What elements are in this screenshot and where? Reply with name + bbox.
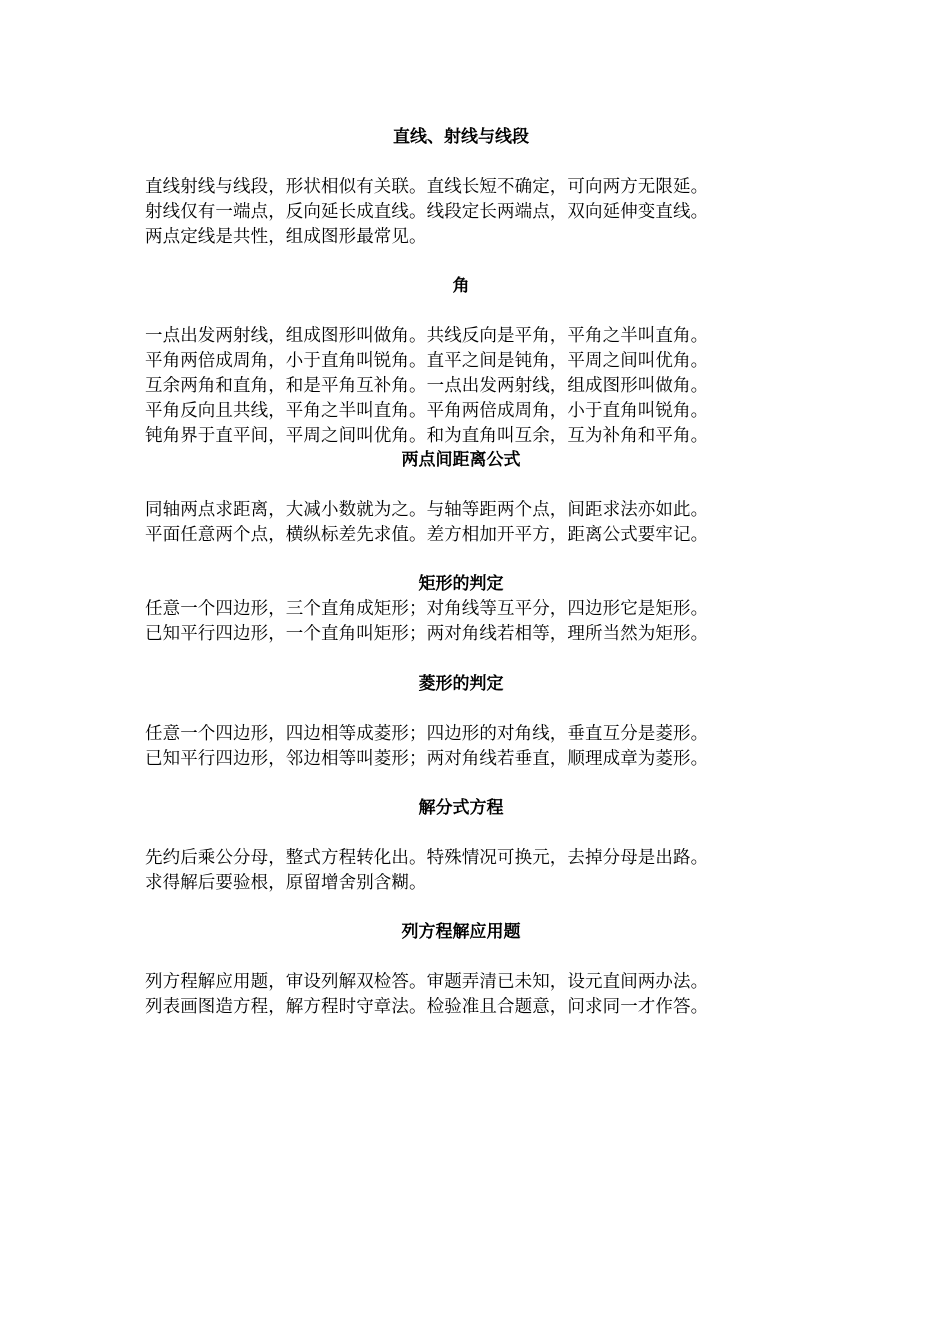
text-line: 任意一个四边形，三个直角成矩形；对角线等互平分，四边形它是矩形。 [145,599,709,619]
text-line: 互余两角和直角，和是平角互补角。一点出发两射线，组成图形叫做角。 [145,376,709,396]
section-title: 矩形的判定 [418,574,504,594]
text-line: 列方程解应用题，审设列解双检答。审题弄清已未知，设元直间两办法。 [145,972,709,992]
text-line: 钝角界于直平间，平周之间叫优角。和为直角叫互余，互为补角和平角。 [145,426,709,446]
text-line: 两点定线是共性，组成图形最常见。 [145,227,427,247]
text-line: 同轴两点求距离，大减小数就为之。与轴等距两个点，间距求法亦如此。 [145,500,709,520]
section-title: 解分式方程 [418,798,504,818]
text-line: 平面任意两个点，横纵标差先求值。差方相加开平方，距离公式要牢记。 [145,525,709,545]
section-distance-formula [145,448,765,548]
section-lines [145,125,765,250]
text-line: 已知平行四边形，邻边相等叫菱形；两对角线若垂直，顺理成章为菱形。 [145,749,709,769]
text-line: 列表画图造方程，解方程时守章法。检验准且合题意，问求同一才作答。 [145,997,709,1017]
section-fractional-equation [145,796,765,896]
section-title: 角 [452,276,470,296]
text-line: 任意一个四边形，四边相等成菱形；四边形的对角线，垂直互分是菱形。 [145,724,709,744]
section-title: 直线、射线与线段 [393,127,529,147]
text-line: 平角反向且共线，平角之半叫直角。平角两倍成周角，小于直角叫锐角。 [145,401,709,421]
section-title: 菱形的判定 [418,674,504,694]
text-line: 射线仅有一端点，反向延长成直线。线段定长两端点，双向延伸变直线。 [145,202,709,222]
text-line: 先约后乘公分母，整式方程转化出。特殊情况可换元，去掉分母是出路。 [145,848,709,868]
section-title: 列方程解应用题 [401,922,521,942]
section-title: 两点间距离公式 [401,450,521,470]
section-rhombus [145,672,765,772]
section-word-problems [145,920,765,1020]
text-line: 已知平行四边形，一个直角叫矩形；两对角线若相等，理所当然为矩形。 [145,624,709,644]
text-line: 平角两倍成周角，小于直角叫锐角。直平之间是钝角，平周之间叫优角。 [145,351,709,371]
text-line: 求得解后要验根，原留增舍别含糊。 [145,873,427,893]
section-angle [145,274,765,449]
text-line: 一点出发两射线，组成图形叫做角。共线反向是平角，平角之半叫直角。 [145,326,709,346]
section-rectangle [145,572,765,647]
text-line: 直线射线与线段，形状相似有关联。直线长短不确定，可向两方无限延。 [145,177,709,197]
